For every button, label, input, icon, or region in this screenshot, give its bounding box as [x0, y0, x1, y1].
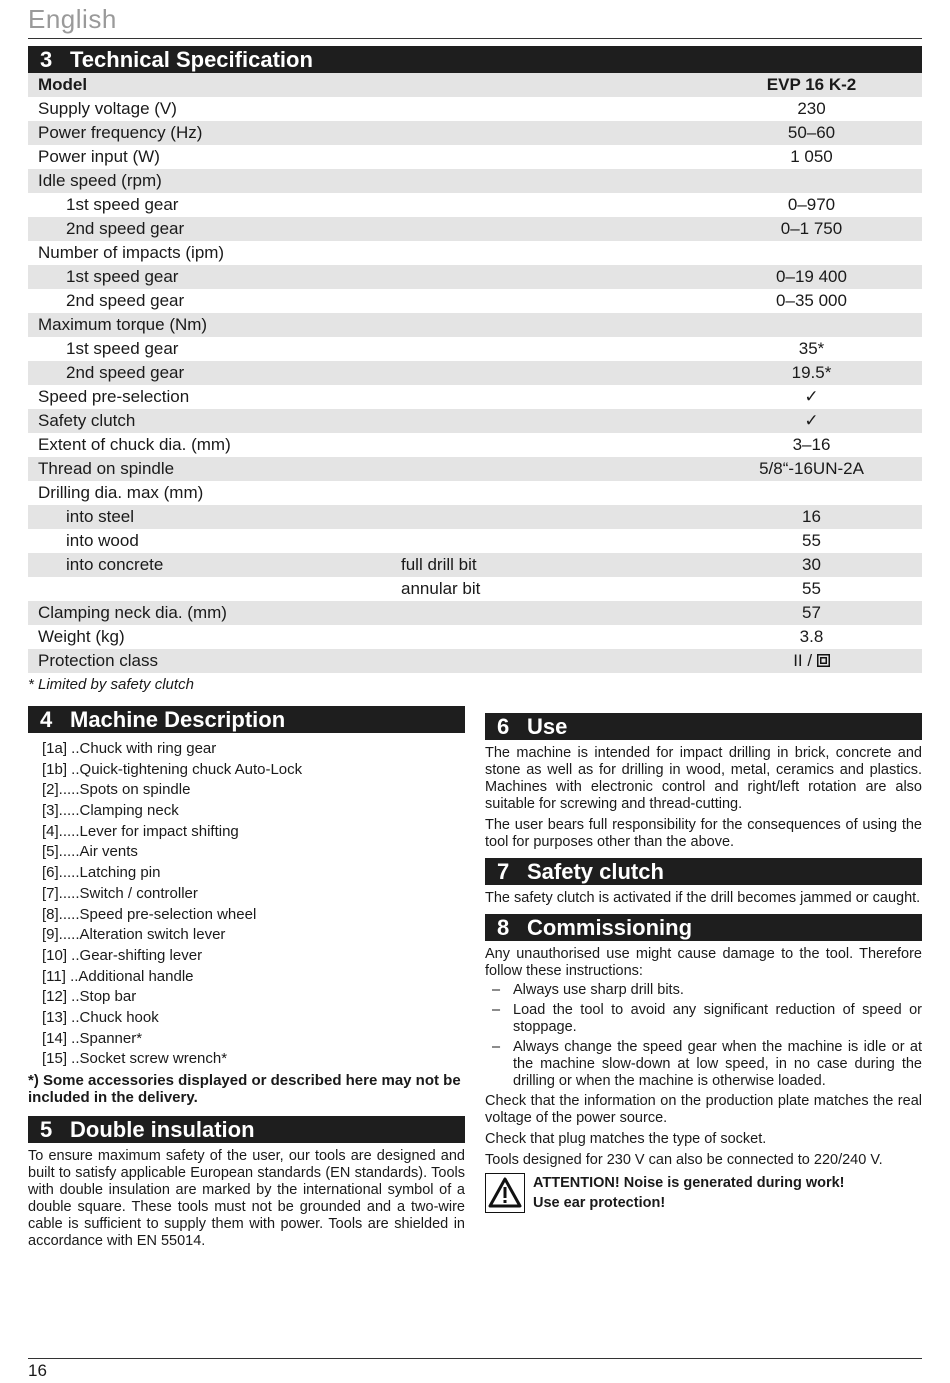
table-row — [28, 505, 922, 529]
spec-value — [701, 337, 922, 361]
safety-clutch-text: The safety clutch is activated if the drill becomes jammed or caught. — [485, 890, 921, 906]
spec-label: 2nd speed gear — [66, 363, 185, 382]
section-heading — [485, 713, 922, 740]
spec-value-text: 3.8 — [799, 627, 824, 646]
section-number: 6 — [497, 714, 510, 739]
spec-sublabel — [401, 481, 701, 505]
section-heading — [485, 858, 922, 885]
spec-sublabel — [401, 649, 701, 673]
spec-sublabel — [401, 505, 701, 529]
table-row — [28, 481, 922, 505]
table-row — [28, 121, 922, 145]
list-item: [1a] ..Chuck with ring gear — [42, 740, 217, 757]
table-row — [28, 361, 922, 385]
section-number: 5 — [40, 1117, 53, 1142]
parts-list — [28, 739, 465, 1070]
spec-sublabel — [401, 121, 701, 145]
spec-label: 1st speed gear — [66, 339, 179, 358]
spec-label: Drilling dia. max (mm) — [38, 483, 204, 502]
spec-sublabel: annular bit — [401, 579, 481, 598]
warning-line: Use ear protection! — [533, 1195, 666, 1211]
spec-sublabel — [401, 217, 701, 241]
section-number: 3 — [40, 47, 53, 72]
list-item: [7].....Switch / controller — [42, 884, 198, 902]
spec-value — [701, 505, 922, 529]
table-row — [28, 529, 922, 553]
spec-sublabel — [401, 601, 701, 625]
spec-label: 2nd speed gear — [66, 219, 185, 238]
table-row — [28, 217, 922, 241]
spec-sublabel — [401, 337, 701, 361]
use-paragraph: The user bears full responsibility for the consequences of using the tool for purposes other than the above. — [485, 817, 922, 850]
spec-label: Thread on spindle — [38, 459, 175, 478]
list-item-text: Always change the speed gear when the machine is idle or at the machine slow-down at low speed, in no case during the drilling or when the machine is otherwise loaded. — [513, 1039, 922, 1089]
spec-label: Protection class — [38, 651, 158, 670]
spec-value-text: 0–35 000 — [776, 291, 847, 310]
table-row — [28, 97, 922, 121]
spec-table — [28, 73, 922, 673]
spec-sublabel — [401, 169, 701, 193]
spec-label: Power frequency (Hz) — [38, 123, 203, 142]
spec-value — [701, 121, 922, 145]
spec-sublabel — [401, 289, 701, 313]
spec-value — [701, 601, 922, 625]
table-row — [28, 313, 922, 337]
spec-label: Model — [38, 75, 88, 94]
spec-value — [701, 625, 922, 649]
spec-value-text: ✓ — [804, 411, 819, 430]
spec-value — [701, 385, 922, 409]
commissioning-list — [485, 982, 922, 1090]
section-title: Commissioning — [527, 915, 693, 940]
table-row — [28, 337, 922, 361]
table-row — [28, 649, 922, 673]
spec-value — [701, 73, 922, 97]
spec-label: 1st speed gear — [66, 195, 179, 214]
commissioning-check: Tools designed for 230 V can also be connected to 220/240 V. — [485, 1152, 883, 1168]
table-row — [28, 625, 922, 649]
spec-value-text: 30 — [802, 555, 821, 574]
spec-value — [701, 145, 922, 169]
spec-value — [701, 289, 922, 313]
right-column — [485, 713, 922, 1213]
spec-value-text: 19.5* — [791, 363, 832, 382]
spec-value — [701, 313, 922, 337]
spec-label: Weight (kg) — [38, 627, 125, 646]
spec-value — [701, 433, 922, 457]
spec-value — [701, 529, 922, 553]
list-item: [8].....Speed pre-selection wheel — [42, 905, 257, 923]
spec-sublabel — [401, 409, 701, 433]
table-row — [28, 241, 922, 265]
spec-value — [701, 577, 922, 601]
technical-specification-section — [28, 46, 922, 673]
list-item: [6].....Latching pin — [42, 864, 161, 882]
spec-value — [701, 193, 922, 217]
section-number: 4 — [40, 707, 53, 732]
spec-value-text: 230 — [797, 99, 826, 118]
spec-value-text: 57 — [802, 603, 821, 622]
spec-value-text: 55 — [802, 579, 821, 598]
spec-label: into wood — [66, 531, 139, 550]
spec-sublabel — [401, 529, 701, 553]
section-title: Double insulation — [70, 1117, 255, 1142]
section-title: Technical Specification — [70, 47, 313, 72]
spec-sublabel — [401, 265, 701, 289]
list-item: [11] ..Additional handle — [42, 967, 194, 985]
spec-sublabel — [401, 433, 701, 457]
table-row — [28, 73, 922, 97]
spec-label: 1st speed gear — [66, 267, 179, 286]
spec-value-text: EVP 16 K-2 — [766, 75, 857, 94]
table-row — [28, 145, 922, 169]
spec-label — [28, 577, 401, 601]
spec-label: Clamping neck dia. (mm) — [38, 603, 227, 622]
spec-label: Idle speed (rpm) — [38, 171, 162, 190]
list-item-text: Always use sharp drill bits. — [513, 982, 684, 998]
section-number: 8 — [497, 915, 510, 940]
list-item-text: Load the tool to avoid any significant reduction of speed or stoppage. — [513, 1002, 922, 1035]
spec-value — [701, 649, 922, 673]
section-heading — [485, 914, 922, 941]
spec-value — [701, 457, 922, 481]
spec-value — [701, 217, 922, 241]
section-heading — [28, 46, 922, 73]
spec-sublabel — [401, 73, 701, 97]
section-title: Use — [527, 714, 568, 739]
table-row — [28, 553, 922, 577]
use-paragraph: The machine is intended for impact drilling in brick, concrete and stone as well as for drilling in wood, metal, ceramics and plastics. Machines with electronic control and right/left rotation are also suitable for screwing and thread-cutting. — [485, 745, 922, 812]
spec-value-text: 3–16 — [792, 435, 831, 454]
list-item: – Always change the speed gear when the machine is idle or at the machine slow-down at low speed, in no case during the drilling or when the machine is otherwise loaded. — [492, 1039, 922, 1089]
commissioning-check: Check that plug matches the type of socket. — [485, 1131, 767, 1147]
spec-value-text: 5/8“-16UN-2A — [759, 459, 864, 478]
table-row — [28, 265, 922, 289]
spec-sublabel — [401, 385, 701, 409]
warning-triangle-icon — [485, 1173, 525, 1213]
list-item: [3].....Clamping neck — [42, 802, 179, 820]
table-row — [28, 409, 922, 433]
header-divider — [28, 38, 922, 39]
spec-value — [701, 481, 922, 505]
spec-value — [701, 169, 922, 193]
spec-sublabel — [401, 145, 701, 169]
spec-value-text: ✓ — [804, 387, 819, 406]
list-item: [15] ..Socket screw wrench* — [42, 1050, 228, 1068]
spec-sublabel — [401, 313, 701, 337]
table-row — [28, 577, 922, 601]
spec-sublabel — [401, 193, 701, 217]
table-row — [28, 601, 922, 625]
spec-value-text: 50–60 — [787, 123, 836, 142]
spec-label: Speed pre-selection — [38, 387, 190, 406]
table-row — [28, 193, 922, 217]
spec-value-text: 0–1 750 — [780, 219, 843, 238]
spec-label: into steel — [66, 507, 135, 526]
noise-warning — [485, 1173, 922, 1213]
double-insulation-text: To ensure maximum safety of the user, our tools are designed and built to satisfy applicable European standards (EN standards). Tools with double insulation are marked by the international symbol of a double square. These tools must not be grounded and a two-wire cable is sufficient to supply them with power. Tools are shielded in accordance with EN 55014. — [28, 1148, 465, 1249]
table-row — [28, 457, 922, 481]
list-item: [1b] ..Quick-tightening chuck Auto-Lock — [42, 760, 303, 778]
section-title: Machine Description — [70, 707, 286, 732]
spec-label: Supply voltage (V) — [38, 99, 177, 118]
spec-value-text: 0–19 400 — [776, 267, 847, 286]
language-label: English — [28, 4, 117, 34]
spec-sublabel — [401, 625, 701, 649]
spec-sublabel: full drill bit — [401, 555, 477, 574]
section-heading — [28, 1116, 465, 1143]
spec-sublabel — [401, 457, 701, 481]
left-column — [28, 706, 465, 1250]
spec-label: Number of impacts (ipm) — [38, 243, 225, 262]
spec-sublabel — [401, 97, 701, 121]
spec-value-text: 1 050 — [790, 147, 833, 166]
spec-value — [701, 553, 922, 577]
spec-value — [701, 265, 922, 289]
list-item: [14] ..Spanner* — [42, 1029, 143, 1047]
commissioning-intro: Any unauthorised use might cause damage to the tool. Therefore follow these instructions: — [485, 946, 922, 979]
spec-value — [701, 409, 922, 433]
list-item: – Load the tool to avoid any significant reduction of speed or stoppage. — [492, 1002, 922, 1035]
spec-value-text: II / — [793, 651, 817, 670]
spec-value-text: 16 — [802, 507, 821, 526]
spec-value-text: 55 — [802, 531, 821, 550]
section-heading — [28, 706, 465, 733]
double-square-icon — [817, 654, 830, 667]
spec-sublabel — [401, 361, 701, 385]
spec-footnote: * Limited by safety clutch — [28, 676, 194, 693]
spec-value — [701, 361, 922, 385]
spec-value-text: 0–970 — [787, 195, 836, 214]
list-item: [13] ..Chuck hook — [42, 1008, 159, 1026]
list-item: [12] ..Stop bar — [42, 988, 137, 1006]
table-row — [28, 289, 922, 313]
spec-label: Power input (W) — [38, 147, 160, 166]
table-row — [28, 433, 922, 457]
footer-divider — [28, 1358, 922, 1359]
spec-label: Maximum torque (Nm) — [38, 315, 208, 334]
list-item: [2].....Spots on spindle — [42, 781, 191, 799]
page-number: 16 — [28, 1361, 47, 1380]
section-number: 7 — [497, 859, 510, 884]
list-item: [10] ..Gear-shifting lever — [42, 946, 203, 964]
commissioning-check: Check that the information on the production plate matches the real voltage of the power source. — [485, 1093, 922, 1126]
section-title: Safety clutch — [527, 859, 664, 884]
warning-line: ATTENTION! Noise is generated during work! — [533, 1175, 845, 1191]
spec-label: Extent of chuck dia. (mm) — [38, 435, 231, 454]
table-row — [28, 385, 922, 409]
spec-label: Safety clutch — [38, 411, 136, 430]
list-item: [9].....Alteration switch lever — [42, 926, 226, 944]
spec-label: 2nd speed gear — [66, 291, 185, 310]
spec-sublabel — [401, 241, 701, 265]
spec-value — [701, 97, 922, 121]
list-item: [5].....Air vents — [42, 843, 138, 861]
spec-value — [701, 241, 922, 265]
list-item: [4].....Lever for impact shifting — [42, 822, 239, 840]
spec-value-text: 35* — [798, 339, 825, 358]
table-row — [28, 169, 922, 193]
list-item: – Always use sharp drill bits. — [492, 982, 684, 998]
spec-label: into concrete — [66, 555, 164, 574]
accessories-note: *) Some accessories displayed or described here may not be included in the delivery. — [28, 1072, 461, 1106]
